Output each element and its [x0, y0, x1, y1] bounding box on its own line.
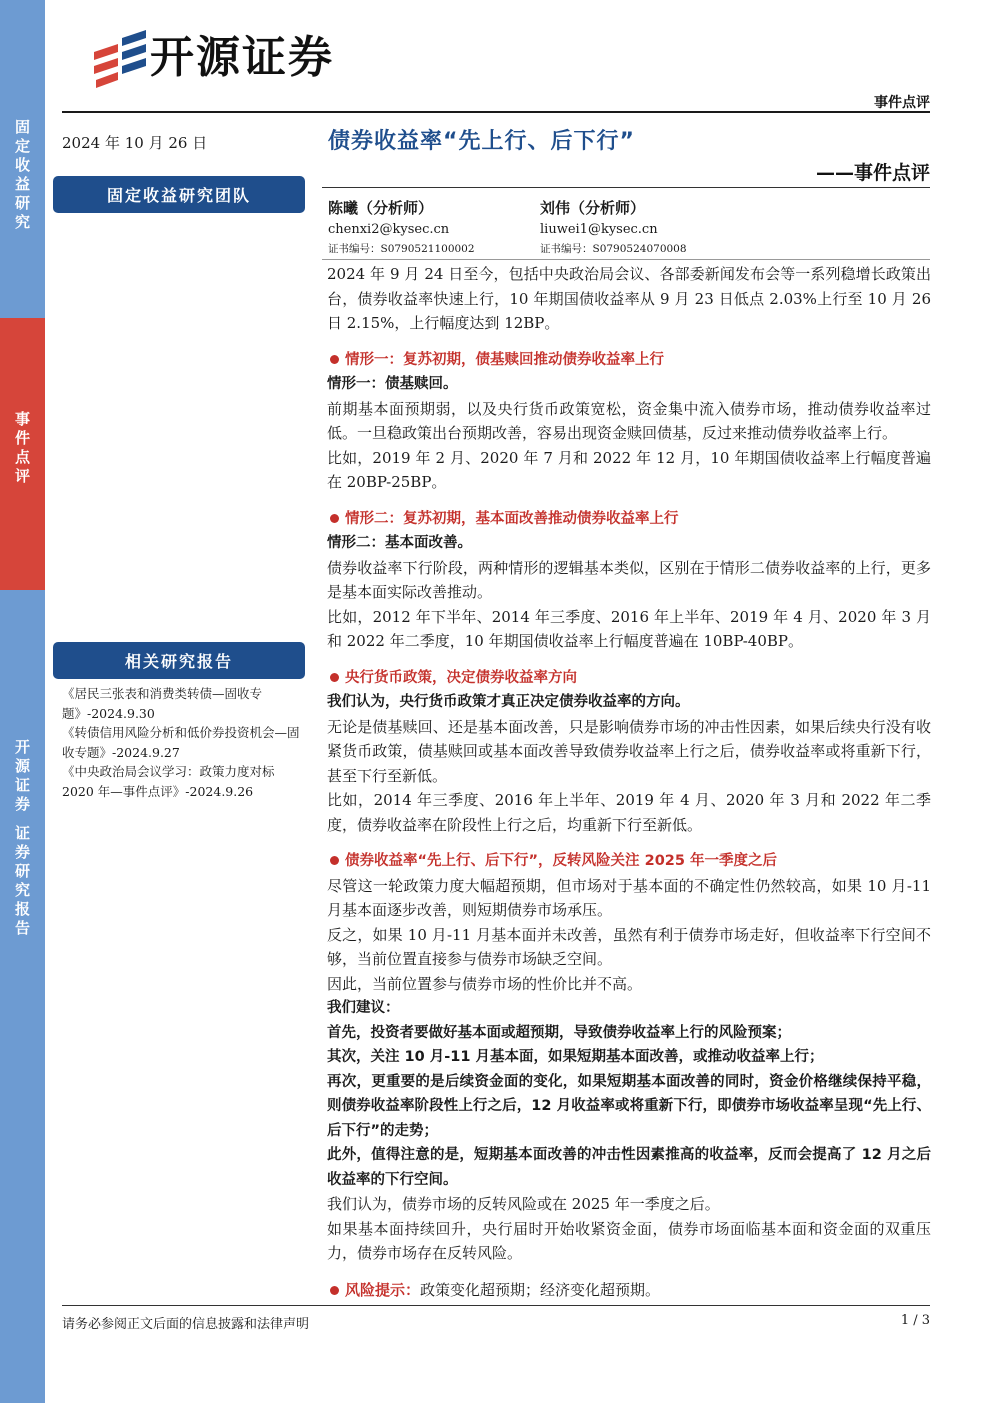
- side-rail: [0, 0, 45, 1403]
- analyst-email[interactable]: liuwei1@kysec.cn: [540, 222, 658, 237]
- rail-char: 研: [14, 194, 30, 212]
- analyst-cert: 证书编号：S0790524070008: [540, 243, 687, 255]
- bold-paragraph: 我们认为，央行货币政策才真正决定债券收益率的方向。: [327, 694, 690, 710]
- related-report-item[interactable]: 《居民三张表和消费类转债—固收专题》-2024.9.30: [62, 686, 263, 721]
- rail-char: 证: [14, 824, 30, 842]
- risk-label: 风险提示：: [345, 1280, 421, 1299]
- rail-char: 报: [14, 900, 30, 918]
- section-heading-text: 情形二：复苏初期，基本面改善推动债券收益率上行: [345, 510, 679, 527]
- intro-paragraph: 2024 年 9 月 24 日至今，包括中央政治局会议、各部委新闻发布会等一系列稳增长政策出台，债券收益率快速上行，10 年期国债收益率从 9 月 23 日低点 2.03%上行至 10 月 26 日 2.15%，上行幅度达到 12BP。: [327, 265, 931, 332]
- related-report-item[interactable]: 《中央政治局会议学习：政策力度对标 2020 年—事件点评》-2024.9.26: [62, 764, 275, 799]
- analyst-block: [540, 196, 687, 258]
- rail-char: 收: [14, 156, 30, 174]
- risk-text: 政策变化超预期；经济变化超预期。: [420, 1280, 661, 1299]
- bullet-icon: [330, 856, 339, 865]
- bullet-icon: [330, 355, 339, 364]
- risk-warning: [327, 1278, 931, 1303]
- paragraph: 比如，2014 年三季度、2016 年上半年、2019 年 4 月、2020 年 3 月和 2022 年二季度，债券收益率在阶段性上行之后，均重新下行至新低。: [327, 791, 931, 834]
- logo-mark-icon: [92, 30, 148, 88]
- rail-char: 事: [14, 410, 30, 428]
- paragraph: 反之，如果 10 月-11 月基本面并未改善，虽然有利于债券市场走好，但收益率下行空间不够，当前位置直接参与债券市场缺乏空间。: [327, 925, 931, 968]
- section-heading-text: 债券收益率“先上行、后下行”，反转风险关注 2025 年一季度之后: [345, 853, 778, 869]
- paragraph: 我们认为，债券市场的反转风险或在 2025 年一季度之后。: [327, 1195, 720, 1213]
- report-title: 债券收益率“先上行、后下行”: [328, 129, 635, 154]
- paragraph: 债券收益率下行阶段，两种情形的逻辑基本类似，区别在于情形二债券收益率的上行，更多是基本面实际改善推动。: [327, 558, 931, 601]
- company-logo: [92, 30, 382, 88]
- rail-char: 定: [14, 137, 30, 155]
- report-date: 2024 年 10 月 26 日: [62, 134, 208, 152]
- side-rail-event-review: [0, 318, 45, 590]
- rail-char: 固: [14, 118, 30, 136]
- footer-disclaimer[interactable]: 请务必参阅正文后面的信息披露和法律声明: [62, 1317, 310, 1332]
- side-rail-report: [0, 590, 45, 1403]
- bullet-icon: [330, 514, 339, 523]
- header-report-type: 事件点评: [874, 95, 930, 111]
- section-heading: [327, 849, 931, 874]
- page-number: 1 / 3: [900, 1313, 930, 1328]
- rail-char: 券: [14, 795, 30, 813]
- report-subtitle: ——事件点评: [815, 162, 930, 184]
- paragraph: 因此，当前位置参与债券市场的性价比并不高。: [327, 974, 643, 993]
- rail-char: 益: [14, 175, 30, 193]
- analyst-divider: [322, 259, 930, 260]
- paragraph: 如果基本面持续回升，央行届时开始收紧资金面，债券市场面临基本面和资金面的双重压力，债券市场存在反转风险。: [327, 1219, 931, 1262]
- analyst-cert: 证书编号：S0790521100002: [328, 243, 475, 255]
- paragraph: 无论是债基赎回、还是基本面改善，只是影响债券市场的冲击性因素，如果后续央行没有收紧货币政策，债基赎回或基本面改善导致债券收益率上行之后，债券收益率或将重新下行，甚至下行至新低。: [327, 717, 931, 785]
- section-heading-text: 央行货币政策，决定债券收益率方向: [345, 669, 577, 686]
- paragraph: 尽管这一轮政策力度大幅超预期，但市场对于基本面的不确定性仍然较高，如果 10 月-11 月基本面逐步改善，则短期债券市场承压。: [327, 876, 931, 919]
- paragraph: 前期基本面预期弱，以及央行货币政策宽松，资金集中流入债券市场，推动债券收益率过低。一旦稳政策出台预期改善，容易出现资金赎回债基，反过来推动债券收益率上行。: [327, 399, 931, 442]
- related-report-item[interactable]: 《转债信用风险分析和低价券投资机会—固收专题》-2024.9.27: [62, 725, 300, 760]
- rail-char: 评: [14, 467, 30, 485]
- section-heading-text: 情形一：复苏初期，债基赎回推动债券收益率上行: [345, 351, 664, 368]
- report-body: [327, 262, 931, 1302]
- analyst-name: 陈曦（分析师）: [328, 199, 434, 217]
- team-label-box: 固定收益研究团队: [53, 176, 305, 213]
- section-heading: [327, 507, 931, 532]
- paragraph: 比如，2012 年下半年、2014 年三季度、2016 年上半年、2019 年 4 月、2020 年 3 月和 2022 年二季度，10 年期国债收益率上行幅度普遍在 10BP-40BP。: [327, 607, 931, 650]
- bold-paragraph: 我们建议：: [327, 1000, 400, 1016]
- rail-char: 证: [14, 776, 30, 794]
- rail-char: 告: [14, 919, 30, 937]
- rail-char: 点: [14, 448, 30, 466]
- rail-char: 件: [14, 429, 30, 447]
- side-rail-fixed-income: [0, 0, 45, 318]
- header-divider: [62, 111, 930, 113]
- rail-char: 究: [14, 213, 30, 231]
- rail-char: 源: [14, 757, 30, 775]
- section-heading: [327, 666, 931, 691]
- bold-paragraph: 再次，更重要的是后续资金面的变化，如果短期基本面改善的同时，资金价格继续保持平稳，则债券收益率阶段性上行之后，12 月收益率或将重新下行，即债券市场收益率呈现“先上行、后下行”的走势；: [327, 1073, 931, 1139]
- logo-wordmark: 开源证券: [150, 32, 334, 83]
- analyst-block: [328, 196, 475, 258]
- analyst-email[interactable]: chenxi2@kysec.cn: [328, 222, 450, 237]
- title-divider: [322, 187, 930, 188]
- footer-divider: [62, 1305, 930, 1306]
- bullet-icon: [330, 1286, 339, 1295]
- analyst-name: 刘伟（分析师）: [540, 199, 646, 217]
- rail-char: 券: [14, 843, 30, 861]
- rail-char: 开: [14, 738, 30, 756]
- paragraph: 比如，2019 年 2 月、2020 年 7 月和 2022 年 12 月，10 年期国债收益率上行幅度普遍在 20BP-25BP。: [327, 448, 931, 491]
- bullet-icon: [330, 673, 339, 682]
- section-heading: [327, 348, 931, 373]
- rail-char: 究: [14, 881, 30, 899]
- bold-paragraph: 情形一：债基赎回。: [327, 376, 458, 392]
- bold-paragraph: 情形二：基本面改善。: [327, 535, 472, 551]
- bold-paragraph: 首先，投资者要做好基本面或超预期，导致债券收益率上行的风险预案；: [327, 1024, 791, 1041]
- rail-char: 研: [14, 862, 30, 880]
- bold-paragraph: 此外，值得注意的是，短期基本面改善的冲击性因素推高的收益率，反而会提高了 12 月之后收益率的下行空间。: [327, 1147, 931, 1188]
- related-reports-box: 相关研究报告: [53, 642, 305, 679]
- related-reports-list: [62, 684, 306, 801]
- bold-paragraph: 其次，关注 10 月-11 月基本面，如果短期基本面改善，或推动收益率上行；: [327, 1049, 824, 1065]
